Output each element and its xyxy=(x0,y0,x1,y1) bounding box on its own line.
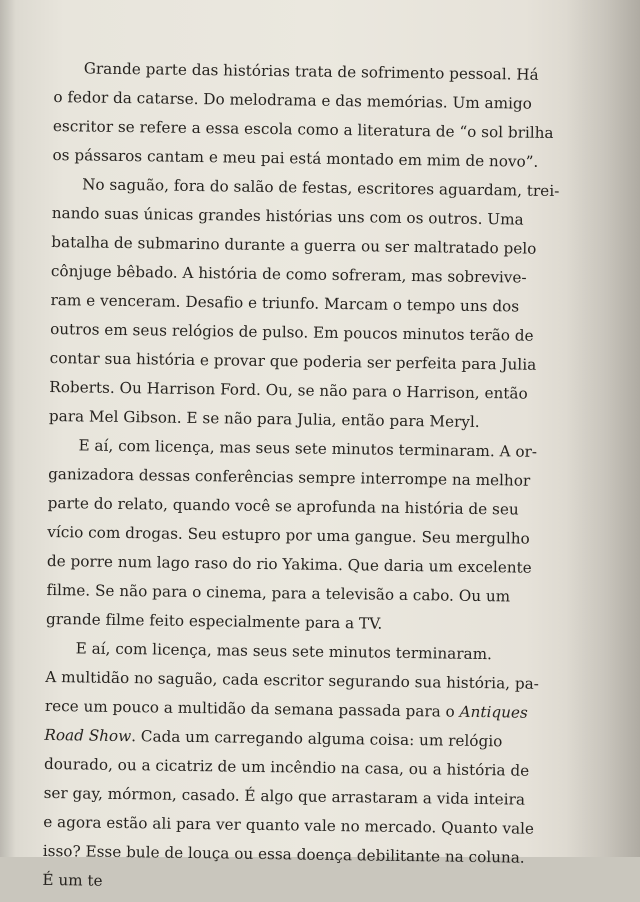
paragraph-3 xyxy=(46,431,539,641)
text-line: Grande parte das histórias trata de sofrimento pessoal. Há xyxy=(83,59,539,84)
text-line: No saguão, fora do salão de festas, escritores aguardam, trei- xyxy=(82,175,560,201)
text-line: os pássaros cantam e meu pai está montado em mim de novo”. xyxy=(52,145,539,171)
text-line: ganizadora dessas conferências sempre interrompe na melhor xyxy=(48,464,531,490)
page-edge-shadow xyxy=(566,0,640,857)
text-line: dourado, ou a cicatriz de um incêndio na casa, ou a história de xyxy=(43,754,530,780)
text-line: outros em seus relógios de pulso. Em poucos minutos terão de xyxy=(50,319,534,345)
italic-title: Antiques xyxy=(459,702,528,722)
paragraph-1 xyxy=(52,54,554,177)
text-line: parte do relato, quando você se aprofunda na história de seu xyxy=(47,493,519,519)
text-line: o fedor da catarse. Do melodrama e das memórias. Um amigo xyxy=(53,87,533,113)
page-gutter-shadow xyxy=(0,0,16,857)
text-line: isso? Esse bule de louça ou essa doença debilitante na coluna. xyxy=(42,841,525,867)
text-line: grande filme feito especialmente para a TV. xyxy=(45,609,383,633)
text-line: E aí, com licença, mas seus sete minutos terminaram. xyxy=(75,639,493,664)
paragraph-4 xyxy=(42,634,540,902)
text-line: A multidão no saguão, cada escritor segurando sua história, pa- xyxy=(45,667,540,693)
text-line: de porre num lago raso do rio Yakima. Que daria um excelente xyxy=(46,551,532,577)
paragraph-2 xyxy=(48,170,560,438)
text-line: para Mel Gibson. E se não para Julia, então para Meryl. xyxy=(48,406,480,431)
text-line: batalha de submarino durante a guerra ou ser maltratado pelo xyxy=(51,232,537,258)
text-fragment: . Cada um carregando alguma coisa: um relógio xyxy=(131,727,503,751)
text-line: ser gay, mórmon, casado. É algo que arrastaram a vida inteira xyxy=(43,783,526,809)
text-line: É um te xyxy=(42,870,103,890)
text-fragment: rece um pouco a multidão da semana passada para o xyxy=(44,696,460,721)
book-text-block xyxy=(42,54,560,890)
text-line: escritor se refere a essa escola como a literatura de “o sol brilha xyxy=(52,116,554,142)
text-line: e agora estão ali para ver quanto vale no mercado. Quanto vale xyxy=(43,812,535,838)
text-line: nando suas únicas grandes histórias uns com os outros. Uma xyxy=(51,203,524,229)
text-line: cônjuge bêbado. A história de como sofreram, mas sobrevive- xyxy=(50,261,527,287)
text-line: filme. Se não para o cinema, para a televisão a cabo. Ou um xyxy=(46,580,511,606)
text-line: vício com drogas. Seu estupro por uma gangue. Seu mergulho xyxy=(47,522,530,548)
italic-title: Road Show xyxy=(44,725,132,746)
text-line: E aí, com licença, mas seus sete minutos terminaram. A or- xyxy=(78,436,538,461)
text-line: contar sua história e provar que poderia ser perfeita para Julia xyxy=(49,348,537,374)
text-line: Roberts. Ou Harrison Ford. Ou, se não para o Harrison, então xyxy=(49,377,528,403)
text-line: ram e venceram. Desafio e triunfo. Marcam o tempo uns dos xyxy=(50,290,520,316)
